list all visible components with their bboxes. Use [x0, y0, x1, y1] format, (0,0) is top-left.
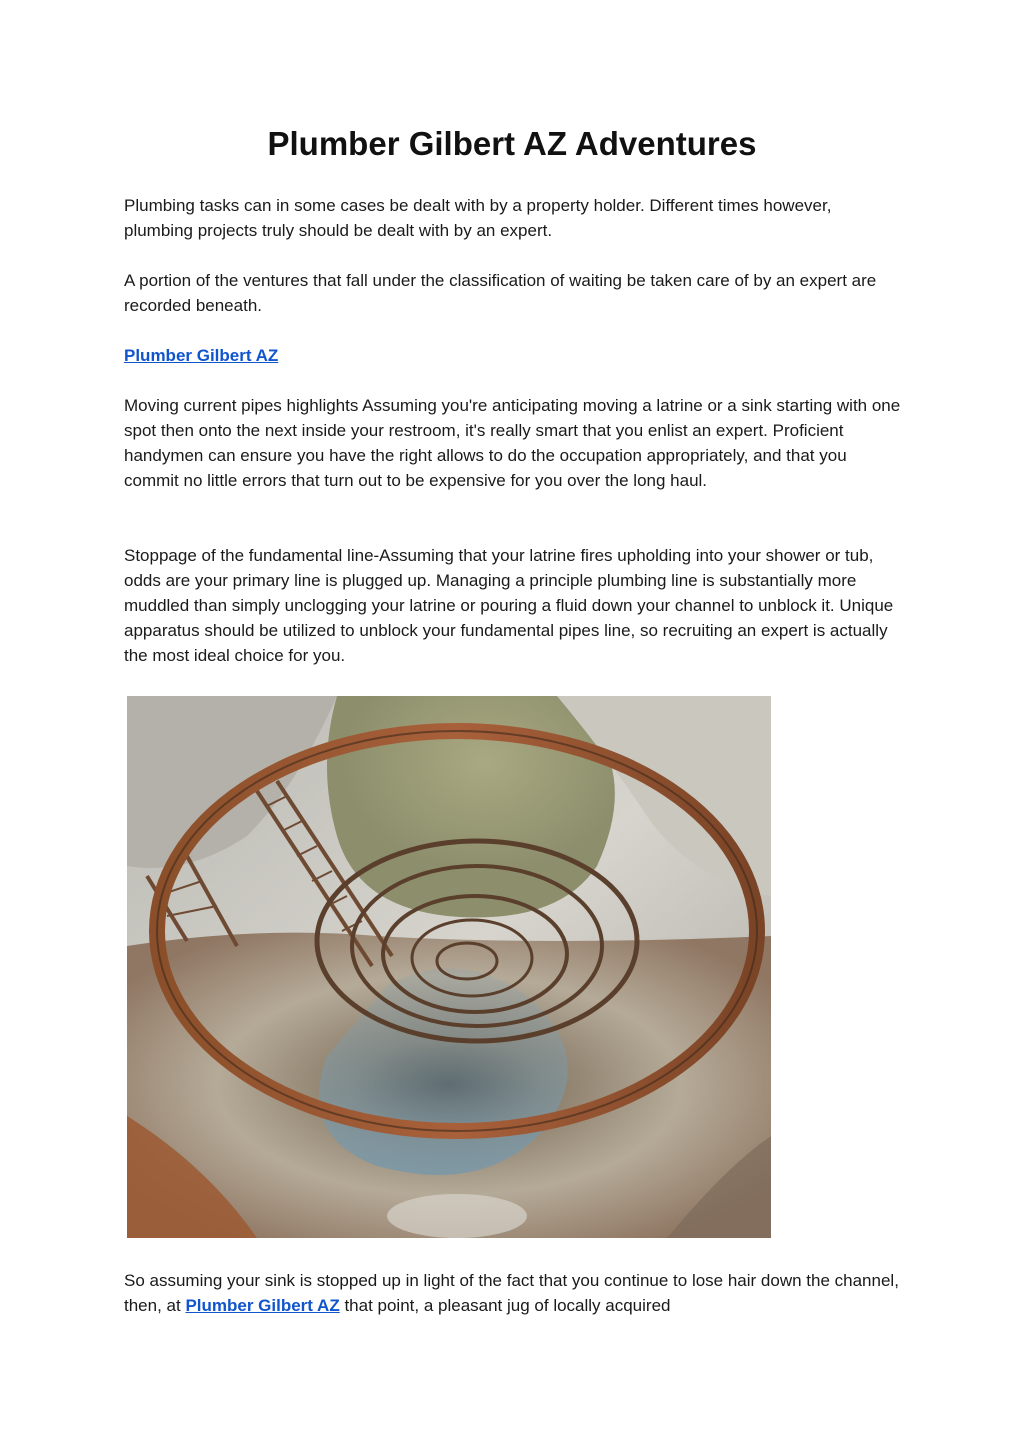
paragraph-hair-clog	[124, 1268, 904, 1318]
paragraph-main-line: Stoppage of the fundamental line-Assuming that your latrine fires upholding into your shower or tub, odds are your primary line is plugged up. Managing a principle plumbing line is substantially more muddled than simply unclogging your latrine or pouring a fluid down your channel to unblock it. Unique apparatus should be utilized to unblock your fundamental pipes line, so recruiting an expert is actually the most ideal choice for you.	[124, 546, 894, 665]
paragraph-hair-clog-text-after: that point, a pleasant jug of locally acquired	[339, 1296, 671, 1315]
link-paragraph	[124, 343, 904, 368]
paragraph-intro: Plumbing tasks can in some cases be dealt with by a property holder. Different times however, plumbing projects truly should be dealt with by an expert.	[124, 196, 832, 240]
plumber-gilbert-inline-link[interactable]: Plumber Gilbert AZ	[185, 1296, 340, 1315]
paragraph-projects: A portion of the ventures that fall under the classification of waiting be taken care of by an expert are recorded beneath.	[124, 271, 877, 315]
paragraph-moving-pipes: Moving current pipes highlights Assuming you're anticipating moving a latrine or a sink starting with one spot then onto the next inside your restroom, it's really smart that you enlist an expert. Proficient handymen can ensure you have the right allows to do the occupation appropriately, and that you commit no little errors that turn out to be expensive for you over the long haul.	[124, 396, 901, 490]
paragraph-hair-clog-text-before: So assuming your sink is stopped up in light of the fact that you continue to lose hair down the channel, then, at	[124, 1271, 899, 1315]
page-title: Plumber Gilbert AZ Adventures	[267, 125, 757, 162]
plumber-gilbert-link[interactable]: Plumber Gilbert AZ	[124, 346, 279, 365]
pipe-photo	[127, 696, 771, 1238]
